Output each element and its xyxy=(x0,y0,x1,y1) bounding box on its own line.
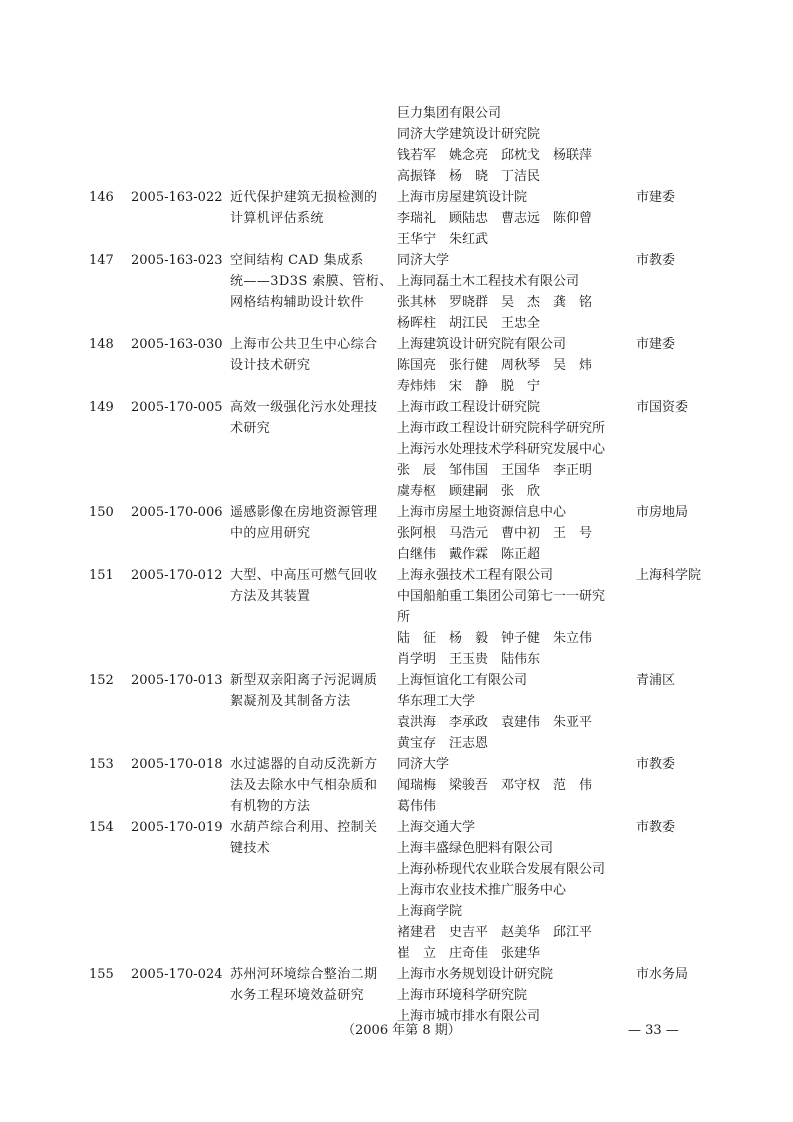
unit-or-people-line: 王华宁 朱红武 xyxy=(397,232,489,247)
unit-or-people-line: 杨晖柱 胡江民 王忠全 xyxy=(397,316,541,331)
unit-or-people-line: 寿炜炜 宋 静 脱 宁 xyxy=(397,379,541,394)
recommending-dept: 市水务局 xyxy=(636,967,689,982)
unit-or-people-line: 上海市房屋建筑设计院 xyxy=(397,190,528,205)
project-code: 2005-170-006 xyxy=(131,505,223,520)
project-code: 2005-170-019 xyxy=(131,820,223,835)
unit-or-people-line: 所 xyxy=(397,610,411,625)
item-number: 152 xyxy=(89,673,114,688)
project-title-line: 法及去除水中气相杂质和 xyxy=(230,778,378,793)
unit-or-people-line: 同济大学 xyxy=(397,757,450,772)
unit-or-people-line: 肖学明 王玉贵 陆伟东 xyxy=(397,652,541,667)
unit-or-people-line: 巨力集团有限公司 xyxy=(397,106,502,121)
unit-or-people-line: 上海恒谊化工有限公司 xyxy=(397,673,528,688)
project-code: 2005-163-022 xyxy=(131,190,223,205)
unit-or-people-line: 上海商学院 xyxy=(397,904,463,919)
project-title-line: 网格结构辅助设计软件 xyxy=(230,295,365,310)
unit-or-people-line: 上海交通大学 xyxy=(397,820,476,835)
project-title-line: 苏州河环境综合整治二期 xyxy=(230,967,378,982)
project-code: 2005-163-030 xyxy=(131,337,223,352)
unit-or-people-line: 华东理工大学 xyxy=(397,694,476,709)
project-title-line: 键技术 xyxy=(230,841,271,856)
unit-or-people-line: 张 辰 邹伟国 王国华 李正明 xyxy=(397,463,593,478)
unit-or-people-line: 同济大学建筑设计研究院 xyxy=(397,127,541,142)
unit-or-people-line: 崔 立 庄奇佳 张建华 xyxy=(397,946,541,961)
issue-label: （2006 年第 8 期） xyxy=(342,1023,461,1038)
unit-or-people-line: 高振锋 杨 晓 丁洁民 xyxy=(397,169,541,184)
recommending-dept: 青浦区 xyxy=(636,673,676,688)
unit-or-people-line: 黄宝存 汪志恩 xyxy=(397,736,489,751)
unit-or-people-line: 上海丰盛绿色肥料有限公司 xyxy=(397,841,554,856)
item-number: 154 xyxy=(89,820,114,835)
unit-or-people-line: 上海市城市排水有限公司 xyxy=(397,1009,541,1024)
recommending-dept: 市国资委 xyxy=(636,400,689,415)
unit-or-people-line: 陈国亮 张行健 周秋琴 吴 炜 xyxy=(397,358,593,373)
project-title-line: 水过滤器的自动反洗新方 xyxy=(230,757,378,772)
unit-or-people-line: 同济大学 xyxy=(397,253,450,268)
unit-or-people-line: 上海市环境科学研究院 xyxy=(397,988,528,1003)
unit-or-people-line: 中国船舶重工集团公司第七一一研究 xyxy=(397,589,606,604)
unit-or-people-line: 陆 征 杨 毅 钟子健 朱立伟 xyxy=(397,631,593,646)
unit-or-people-line: 上海市水务规划设计研究院 xyxy=(397,967,554,982)
recommending-dept: 市教委 xyxy=(636,820,676,835)
unit-or-people-line: 褚建君 史吉平 赵美华 邱江平 xyxy=(397,925,593,940)
project-title-line: 遥感影像在房地资源管理 xyxy=(230,505,378,520)
unit-or-people-line: 钱若军 姚念亮 邱枕戈 杨联萍 xyxy=(397,148,593,163)
project-title-line: 空间结构 CAD 集成系 xyxy=(230,253,364,268)
unit-or-people-line: 袁洪海 李承政 袁建伟 朱亚平 xyxy=(397,715,593,730)
project-title-line: 中的应用研究 xyxy=(230,526,311,541)
project-title-line: 上海市公共卫生中心综合 xyxy=(230,337,378,352)
unit-or-people-line: 张其林 罗晓群 吴 杰 龚 铭 xyxy=(397,295,593,310)
recommending-dept: 上海科学院 xyxy=(636,568,702,583)
project-title-line: 有机物的方法 xyxy=(230,799,311,814)
project-title-line: 新型双亲阳离子污泥调质 xyxy=(230,673,378,688)
item-number: 153 xyxy=(89,757,114,772)
item-number: 147 xyxy=(89,253,114,268)
unit-or-people-line: 虞寿枢 顾建嗣 张 欣 xyxy=(397,484,541,499)
unit-or-people-line: 葛伟伟 xyxy=(397,799,437,814)
item-number: 155 xyxy=(89,967,114,982)
unit-or-people-line: 闻瑞梅 梁骏吾 邓守权 范 伟 xyxy=(397,778,593,793)
project-title-line: 大型、中高压可燃气回收 xyxy=(230,568,378,583)
unit-or-people-line: 上海永强技术工程有限公司 xyxy=(397,568,554,583)
recommending-dept: 市建委 xyxy=(636,337,676,352)
unit-or-people-line: 上海市政工程设计研究院 xyxy=(397,400,541,415)
unit-or-people-line: 上海市政工程设计研究院科学研究所 xyxy=(397,421,606,436)
recommending-dept: 市建委 xyxy=(636,190,676,205)
recommending-dept: 市教委 xyxy=(636,757,676,772)
recommending-dept: 市房地局 xyxy=(636,505,689,520)
page-number: — 33 — xyxy=(628,1023,679,1038)
unit-or-people-line: 上海孙桥现代农业联合发展有限公司 xyxy=(397,862,606,877)
unit-or-people-line: 上海污水处理技术学科研究发展中心 xyxy=(397,442,606,457)
project-code: 2005-170-018 xyxy=(131,757,223,772)
project-title-line: 术研究 xyxy=(230,421,271,436)
item-number: 151 xyxy=(89,568,114,583)
unit-or-people-line: 白继伟 戴作霖 陈正超 xyxy=(397,547,541,562)
project-title-line: 絮凝剂及其制备方法 xyxy=(230,694,351,709)
unit-or-people-line: 上海市农业技术推广服务中心 xyxy=(397,883,567,898)
project-title-line: 设计技术研究 xyxy=(230,358,311,373)
project-title-line: 水葫芦综合利用、控制关 xyxy=(230,820,378,835)
project-title-line: 高效一级强化污水处理技 xyxy=(230,400,378,415)
project-code: 2005-170-024 xyxy=(131,967,223,982)
item-number: 150 xyxy=(89,505,114,520)
project-code: 2005-170-012 xyxy=(131,568,223,583)
item-number: 148 xyxy=(89,337,114,352)
project-code: 2005-170-013 xyxy=(131,673,223,688)
unit-or-people-line: 上海市房屋土地资源信息中心 xyxy=(397,505,567,520)
item-number: 149 xyxy=(89,400,114,415)
project-title-line: 计算机评估系统 xyxy=(230,211,324,226)
project-title-line: 方法及其装置 xyxy=(230,589,311,604)
project-title-line: 统——3D3S 索膜、管桁、 xyxy=(230,274,393,289)
unit-or-people-line: 上海同磊土木工程技术有限公司 xyxy=(397,274,580,289)
unit-or-people-line: 上海建筑设计研究院有限公司 xyxy=(397,337,567,352)
recommending-dept: 市教委 xyxy=(636,253,676,268)
project-title-line: 水务工程环境效益研究 xyxy=(230,988,365,1003)
item-number: 146 xyxy=(89,190,114,205)
unit-or-people-line: 李瑞礼 顾陆忠 曹志远 陈仰曾 xyxy=(397,211,593,226)
project-code: 2005-170-005 xyxy=(131,400,223,415)
project-title-line: 近代保护建筑无损检测的 xyxy=(230,190,378,205)
project-code: 2005-163-023 xyxy=(131,253,223,268)
unit-or-people-line: 张阿根 马浩元 曹中初 王 号 xyxy=(397,526,593,541)
